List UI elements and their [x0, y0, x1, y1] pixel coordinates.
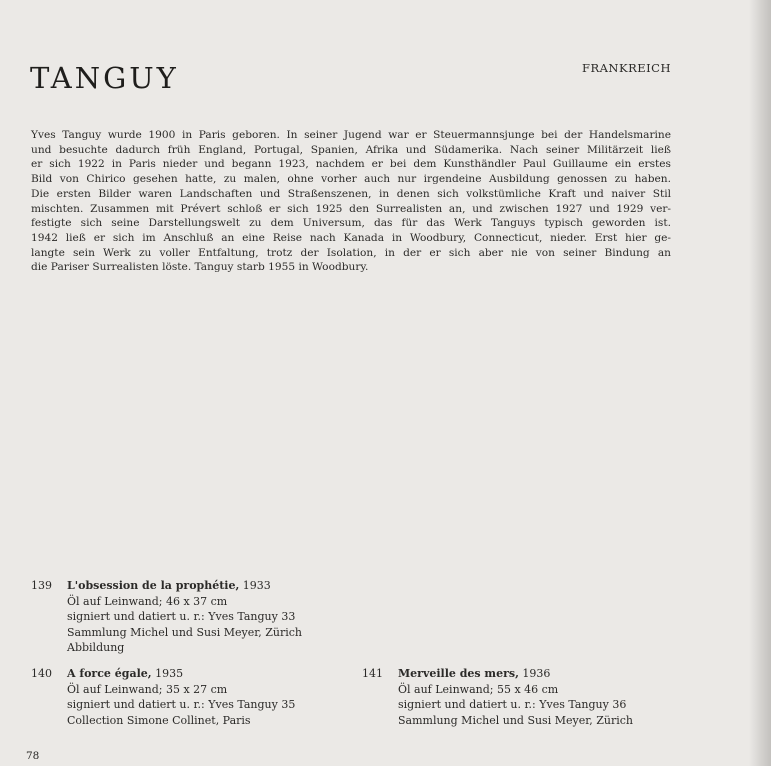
page-number: 78: [26, 750, 40, 762]
work-year: 1936: [518, 667, 551, 680]
biography-paragraph: [31, 128, 671, 275]
catalog-entry-140: [31, 666, 295, 728]
country-label: FRANKREICH: [581, 61, 671, 75]
work-medium: Öl auf Leinwand; 55 x 46 cm: [398, 682, 559, 696]
work-title: A force égale,: [67, 667, 152, 680]
biography-line: die Pariser Surrealisten löste. Tanguy starb 1955 in Woodbury.: [31, 261, 369, 274]
work-collection: Collection Simone Collinet, Paris: [67, 713, 251, 727]
biography-line: Die ersten Bilder waren Landschaften und Straßenszenen, in denen sich volkstümliche Kraft und naiver Stil: [31, 187, 671, 200]
work-heading: [67, 578, 302, 594]
catalog-entry-141: [362, 666, 633, 728]
biography-line: Yves Tanguy wurde 1900 in Paris geboren. In seiner Jugend war er Steuermannsjunge bei der Handelsmarine: [31, 129, 671, 141]
work-signature: signiert und datiert u. r.: Yves Tanguy 35: [67, 698, 296, 712]
work-signature: signiert und datiert u. r.: Yves Tanguy 36: [398, 698, 627, 712]
biography-line: 1942 ließ er sich im Anschluß an eine Reise nach Kanada in Woodbury, Connecticut, nieder. Erst hier ge-: [31, 231, 671, 244]
work-year: 1933: [239, 579, 271, 592]
work-collection: Sammlung Michel und Susi Meyer, Zürich: [398, 713, 634, 727]
work-title: Merveille des mers,: [398, 667, 519, 680]
artist-title: TANGUY: [30, 61, 179, 96]
work-heading: [67, 666, 295, 682]
biography-line: mischten. Zusammen mit Prévert schloß er sich 1925 den Surrealisten an, und zwischen 1927 und 1929 ver-: [31, 202, 671, 215]
biography-line: er sich 1922 in Paris nieder und begann 1923, nachdem er bei dem Kunsthändler Paul Guillaume ein erstes: [31, 158, 671, 171]
biography-line: und besuchte dadurch früh England, Portugal, Spanien, Afrika und Südamerika. Nach seiner Militärzeit ließ: [31, 143, 671, 156]
work-title: L'obsession de la prophétie,: [67, 579, 240, 592]
catalog-entry-139: [31, 578, 302, 656]
work-collection: Sammlung Michel und Susi Meyer, Zürich: [67, 625, 303, 639]
work-medium: Öl auf Leinwand; 35 x 27 cm: [67, 682, 228, 696]
work-illustration-note: Abbildung: [67, 641, 125, 655]
work-signature: signiert und datiert u. r.: Yves Tanguy 33: [67, 610, 296, 624]
biography-line: langte sein Werk zu voller Entfaltung, trotz der Isolation, in der er sich aber nie von seiner Bindung an: [31, 246, 671, 259]
catalog-number: 140: [31, 667, 52, 680]
biography-line: festigte sich seine Darstellungswelt zu dem Universum, das für das Werk Tanguys typisch geworden ist.: [31, 217, 671, 230]
work-heading: [398, 666, 633, 682]
catalog-number: 141: [362, 667, 383, 680]
biography-line: Bild von Chirico gesehen hatte, zu malen, ohne vorher auch nur irgendeine Ausbildung genossen zu haben.: [31, 173, 671, 186]
work-year: 1935: [151, 667, 184, 680]
page-edge-shadow: [749, 0, 771, 766]
catalog-number: 139: [31, 579, 52, 592]
work-medium: Öl auf Leinwand; 46 x 37 cm: [67, 594, 228, 608]
